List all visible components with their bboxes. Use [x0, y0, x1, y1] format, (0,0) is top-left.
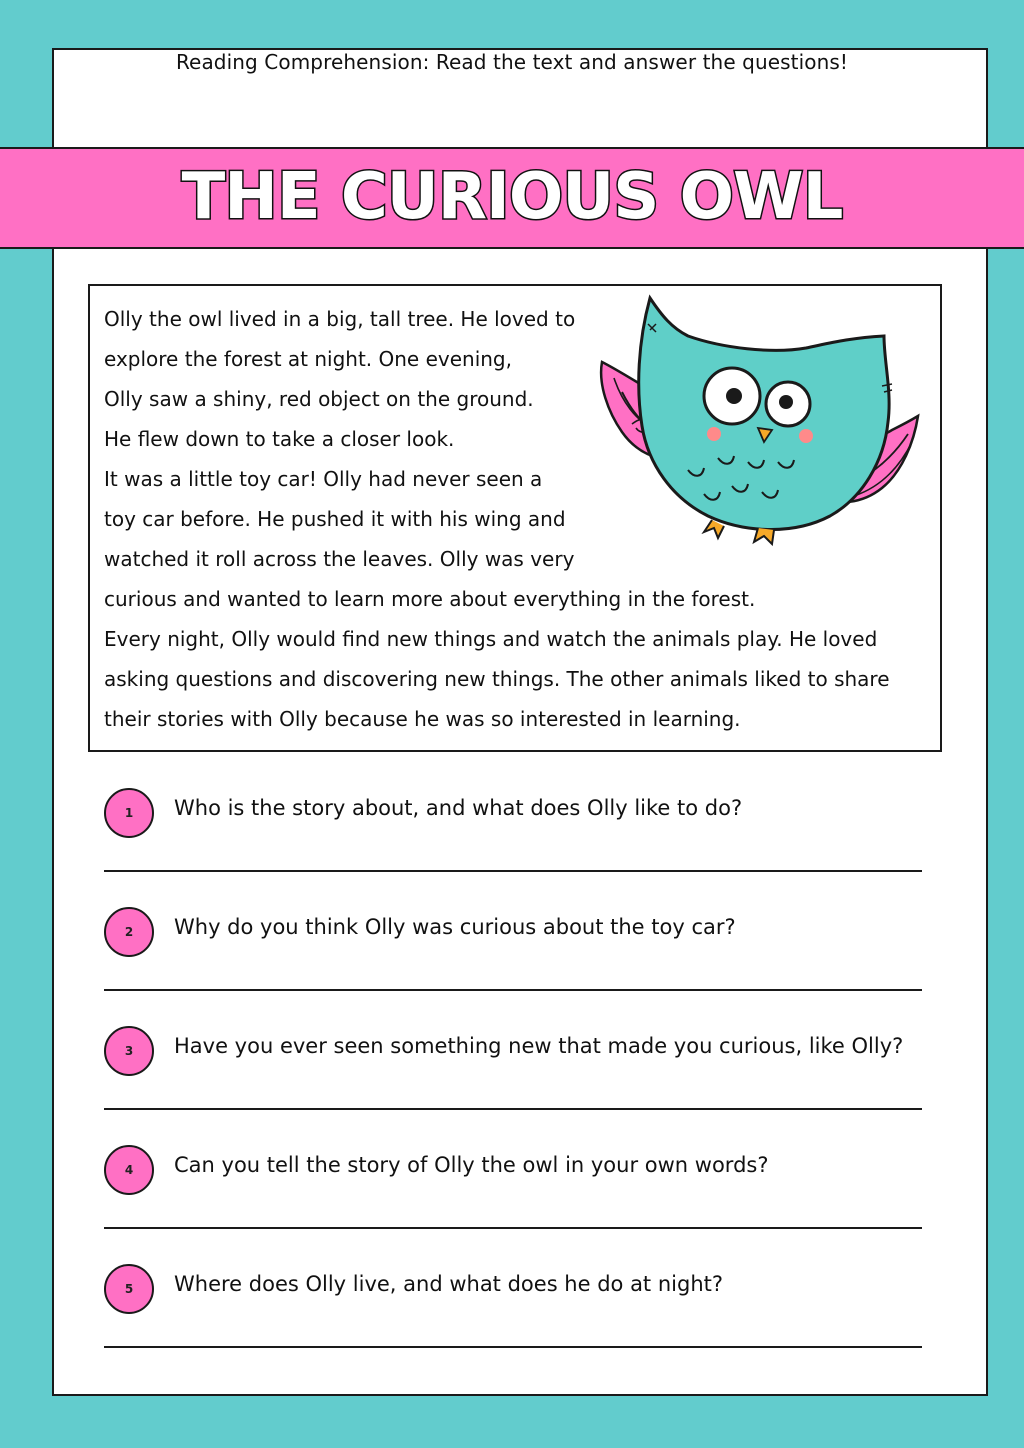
question-text: Who is the story about, and what does Olly like to do? — [174, 796, 743, 820]
instruction-text: Reading Comprehension: Read the text and answer the questions! — [175, 50, 849, 74]
question-4 — [0, 1141, 1024, 1261]
answer-line[interactable] — [104, 1346, 922, 1348]
story-line: Every night, Olly would find new things and watch the animals play. He loved — [104, 627, 878, 651]
question-number-badge: 4 — [104, 1145, 154, 1195]
question-number-badge: 5 — [104, 1264, 154, 1314]
question-number-badge: 3 — [104, 1026, 154, 1076]
answer-line[interactable] — [104, 1108, 922, 1110]
story-line: explore the forest at night. One evening, — [104, 347, 512, 371]
story-line: asking questions and discovering new things. The other animals liked to share — [104, 667, 890, 691]
question-text: Can you tell the story of Olly the owl in your own words? — [174, 1153, 769, 1177]
story-line: Olly the owl lived in a big, tall tree. He loved to — [104, 307, 576, 331]
answer-line[interactable] — [104, 870, 922, 872]
question-text: Where does Olly live, and what does he do at night? — [174, 1272, 724, 1296]
story-line: watched it roll across the leaves. Olly was very — [104, 547, 575, 571]
story-line: their stories with Olly because he was so interested in learning. — [104, 707, 741, 731]
page-title: THE CURIOUS OWL — [181, 160, 843, 234]
question-number-badge: 1 — [104, 788, 154, 838]
answer-line[interactable] — [104, 1227, 922, 1229]
answer-line[interactable] — [104, 989, 922, 991]
question-5 — [0, 1260, 1024, 1380]
title-banner — [0, 147, 1024, 249]
story-line: He flew down to take a closer look. — [104, 427, 455, 451]
story-line: Olly saw a shiny, red object on the ground. — [104, 387, 534, 411]
question-text: Why do you think Olly was curious about the toy car? — [174, 915, 736, 939]
question-number-badge: 2 — [104, 907, 154, 957]
question-text: Have you ever seen something new that made you curious, like Olly? — [174, 1034, 904, 1058]
question-3 — [0, 1022, 1024, 1142]
story-line: curious and wanted to learn more about everything in the forest. — [104, 587, 756, 611]
story-line: toy car before. He pushed it with his wing and — [104, 507, 566, 531]
question-1 — [0, 784, 1024, 904]
story-line: It was a little toy car! Olly had never seen a — [104, 467, 543, 491]
question-2 — [0, 903, 1024, 1023]
owl-illustration-icon — [592, 292, 922, 548]
